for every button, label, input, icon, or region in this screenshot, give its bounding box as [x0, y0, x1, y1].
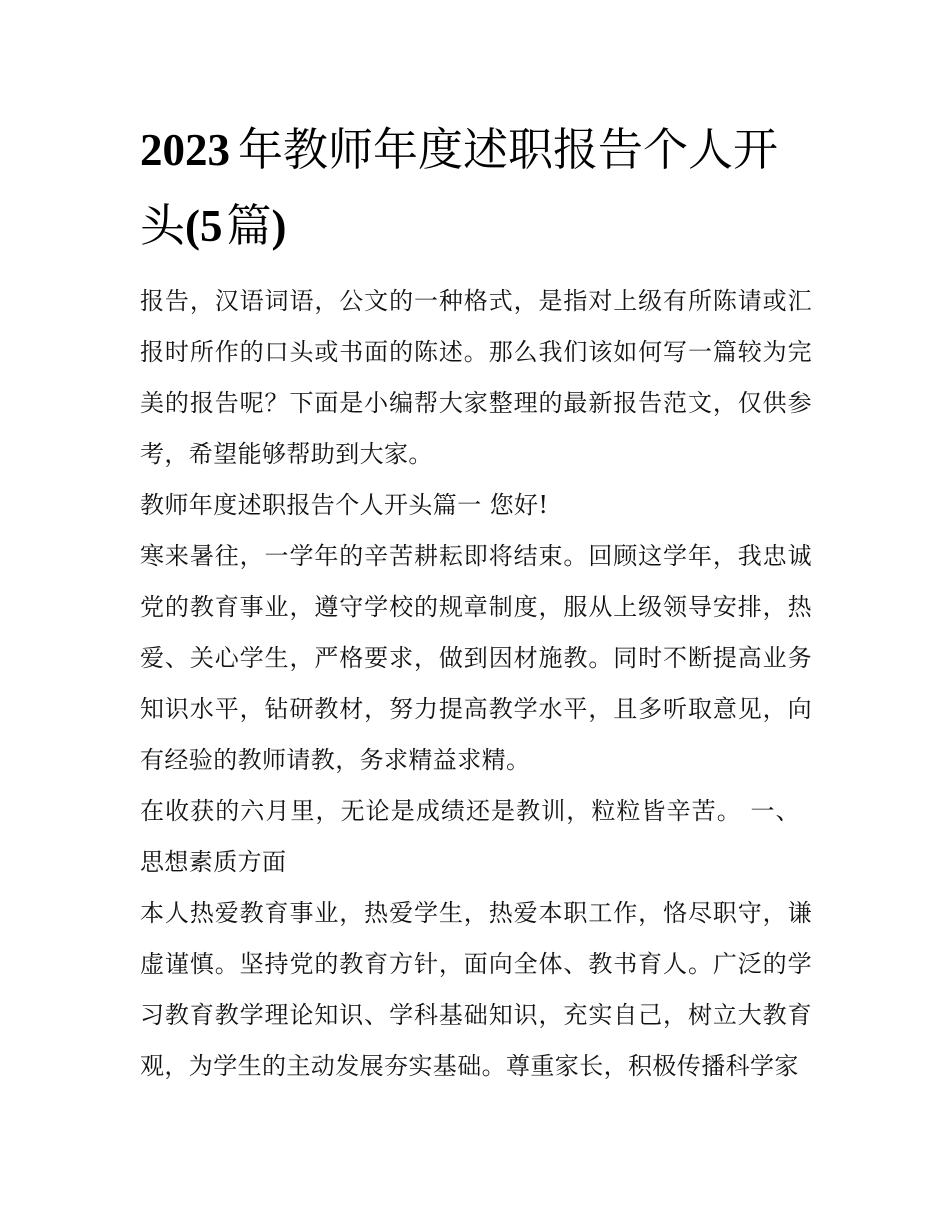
title-count-unit: 篇 [226, 199, 272, 252]
intro-paragraph: 报告，汉语词语，公文的一种格式，是指对上级有所陈请或汇报时所作的口头或书面的陈述。那么我们该如何写一篇较为完美的报告呢？下面是小编帮大家整理的最新报告范文，仅供参考，希望能够帮助到大家。 [140, 287, 812, 468]
title-count-close: ) [271, 201, 287, 251]
body-paragraph: 本人热爱教育事业，热爱学生，热爱本职工作，恪尽职守，谦虚谨慎。坚持党的教育方针，面向全体、教书育人。广泛的学习教育教学理论知识、学科基础知识，充实自己，树立大教育观，为学生的主动发展夯实基础。尊重家长，积极传播科学家 [140, 899, 812, 1080]
document-title [140, 112, 812, 264]
body-paragraph: 在收获的六月里，无论是成绩还是教训，粒粒皆辛苦。 一、思想素质方面 [140, 797, 800, 876]
section-heading: 教师年度述职报告个人开头篇一 您好! [140, 491, 549, 519]
title-count-open: (5 [185, 201, 223, 251]
document-page [140, 112, 812, 1092]
document-body [140, 276, 812, 1092]
title-year: 2023 [140, 125, 230, 175]
body-paragraph: 寒来暑往，一学年的辛苦耕耘即将结束。回顾这学年，我忠诚党的教育事业，遵守学校的规章制度，服从上级领导安排，热爱、关心学生，严格要求，做到因材施教。同时不断提高业务知识水平，钻研教材，努力提高教学水平，且多听取意见，向有经验的教师请教，务求精益求精。 [140, 542, 812, 774]
title-main: 年教师年度述职报告个人开头 [140, 123, 779, 252]
